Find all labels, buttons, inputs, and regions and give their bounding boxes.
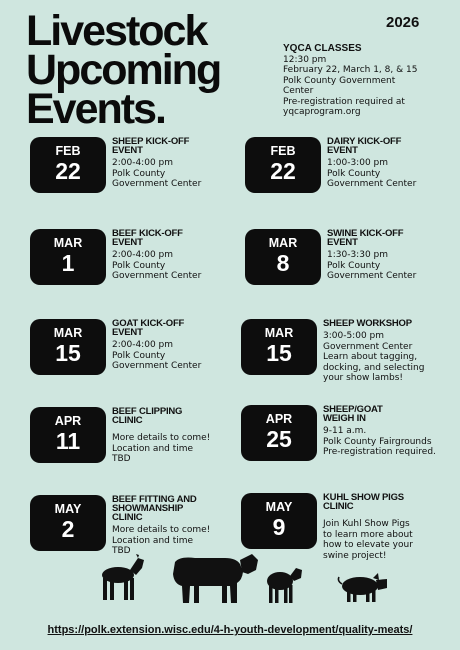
event-title-line: SHOWMANSHIP: [112, 503, 184, 514]
event-title: [323, 319, 460, 328]
event-title-line: DAIRY KICK-OFF: [327, 136, 402, 147]
event-detail: [112, 250, 252, 282]
goat-icon: [102, 554, 144, 600]
event-detail-line: More details to come!: [112, 525, 211, 535]
event-detail-line: 3:00-5:00 pm: [323, 331, 385, 341]
event-title: [327, 229, 460, 247]
event-detail-line: Pre-registration required.: [323, 447, 436, 457]
title-line: Upcoming: [26, 46, 221, 94]
event-month: MAR: [53, 236, 83, 250]
event-title: [323, 405, 460, 423]
event-detail-line: 9-11 a.m.: [323, 426, 367, 436]
event-detail: [327, 158, 460, 190]
event-detail-line: to learn more about: [323, 529, 413, 540]
event-title-line: EVENT: [112, 237, 143, 248]
event-title: [112, 137, 252, 155]
event-detail-line: 1:00-3:00 pm: [327, 158, 389, 168]
event-detail-line: your show lambs!: [323, 373, 404, 383]
event-detail-line: Location and time: [112, 443, 194, 454]
pig-icon: [338, 573, 387, 602]
event-title: [112, 407, 252, 425]
date-badge: [241, 319, 317, 375]
footer-url-link[interactable]: https://polk.extension.wisc.edu/4-h-youth-development/quality-meats/: [47, 624, 413, 636]
event-detail-line: Government Center: [323, 341, 413, 352]
event-month: FEB: [270, 144, 296, 158]
event-title-line: WEIGH IN: [323, 413, 366, 424]
event-title-line: CLINIC: [112, 415, 143, 426]
event-detail-line: Government Center: [112, 361, 202, 371]
event-month: MAR: [268, 236, 298, 250]
event-day: 25: [266, 426, 292, 452]
event-title-line: GOAT KICK-OFF: [112, 318, 185, 329]
event-month: FEB: [55, 144, 81, 158]
event-title-line: BEEF KICK-OFF: [112, 228, 183, 239]
event-month: MAR: [53, 326, 83, 340]
event-day: 1: [61, 250, 75, 276]
event-detail-line: Polk County: [327, 260, 381, 271]
event-detail-line: Polk County: [112, 168, 166, 179]
event-detail-line: Polk County: [112, 260, 166, 271]
date-badge: [241, 493, 317, 549]
event-month: MAY: [265, 500, 293, 514]
event-title-line: CLINIC: [112, 512, 143, 523]
event-detail-line: Join Kuhl Show Pigs: [323, 519, 410, 529]
event-detail-line: Learn about tagging,: [323, 352, 418, 362]
event-detail-line: Polk County: [327, 168, 381, 179]
event-detail: [112, 158, 252, 190]
event-title-line: CLINIC: [323, 501, 354, 512]
event-title-line: SHEEP KICK-OFF: [112, 136, 190, 147]
event-day: 9: [272, 514, 286, 540]
event-title-line: SWINE KICK-OFF: [327, 228, 404, 239]
event-detail-line: docking, and selecting: [323, 362, 425, 373]
event-title-line: BEEF CLIPPING: [112, 406, 183, 417]
event-title-line: EVENT: [112, 327, 143, 338]
event-detail-line: 2:00-4:00 pm: [112, 158, 174, 168]
yqca-classes-block: [283, 44, 453, 118]
date-badge: [245, 137, 321, 193]
steer-icon: [173, 554, 258, 603]
event-title-line: SHEEP/GOAT: [323, 404, 383, 415]
event-title: [112, 319, 252, 337]
page-title: [26, 7, 221, 133]
event-title-line: KUHL SHOW PIGS: [323, 492, 404, 503]
event-day: 22: [55, 158, 81, 184]
event-detail: [327, 250, 460, 282]
yqca-line: Polk County Government: [283, 75, 396, 86]
event-day: 8: [276, 250, 290, 276]
event-title-line: SHEEP WORKSHOP: [323, 318, 412, 329]
event-detail-line: TBD: [112, 454, 131, 464]
event-detail: [112, 340, 252, 372]
event-title-line: EVENT: [112, 145, 143, 156]
event-detail-line: More details to come!: [112, 433, 211, 443]
year-label: 2026: [386, 14, 420, 31]
yqca-heading: YQCA CLASSES: [283, 43, 362, 54]
date-badge: [30, 407, 106, 463]
event-detail-line: TBD: [112, 546, 131, 556]
event-title: [112, 229, 252, 247]
date-badge: [30, 495, 106, 551]
event-day: 11: [55, 428, 81, 454]
event-detail-line: Government Center: [327, 271, 417, 281]
date-badge: [241, 405, 317, 461]
event-detail-line: 2:00-4:00 pm: [112, 340, 174, 350]
title-line: Livestock: [26, 7, 207, 55]
event-detail-line: 1:30-3:30 pm: [327, 250, 389, 260]
date-badge: [30, 137, 106, 193]
event-detail-line: 2:00-4:00 pm: [112, 250, 174, 260]
event-month: APR: [265, 412, 293, 426]
event-detail: [323, 426, 460, 458]
event-detail-line: Government Center: [112, 271, 202, 281]
title-line: Events.: [26, 85, 165, 133]
event-title: [327, 137, 460, 155]
event-title-line: BEEF FITTING AND: [112, 494, 197, 505]
event-detail-line: Location and time: [112, 535, 194, 546]
yqca-line: 12:30 pm: [283, 54, 327, 65]
event-day: 15: [55, 340, 81, 366]
date-badge: [30, 319, 106, 375]
yqca-line: Pre-registration required at: [283, 96, 405, 107]
livestock-silhouettes: [90, 548, 390, 608]
event-detail: [323, 331, 460, 384]
event-detail-line: swine project!: [323, 550, 387, 561]
event-detail: [112, 428, 252, 465]
date-badge: [30, 229, 106, 285]
event-title-line: EVENT: [327, 237, 358, 248]
event-month: MAR: [264, 326, 294, 340]
event-month: APR: [54, 414, 82, 428]
event-title: [112, 495, 252, 522]
event-detail-line: how to elevate your: [323, 540, 413, 550]
event-title: [323, 493, 460, 511]
date-badge: [245, 229, 321, 285]
yqca-line: yqcaprogram.org: [283, 107, 361, 117]
lamb-icon: [267, 568, 302, 603]
event-day: 15: [266, 340, 292, 366]
event-detail-line: Polk County Fairgrounds: [323, 436, 432, 447]
yqca-line: February 22, March 1, 8, & 15: [283, 65, 418, 75]
event-month: MAY: [54, 502, 82, 516]
event-detail-line: Polk County: [112, 350, 166, 361]
event-day: 22: [270, 158, 296, 184]
event-detail-line: Government Center: [112, 179, 202, 189]
yqca-line: Center: [283, 86, 314, 96]
event-title-line: EVENT: [327, 145, 358, 156]
event-day: 2: [61, 516, 75, 542]
event-detail-line: Government Center: [327, 179, 417, 189]
